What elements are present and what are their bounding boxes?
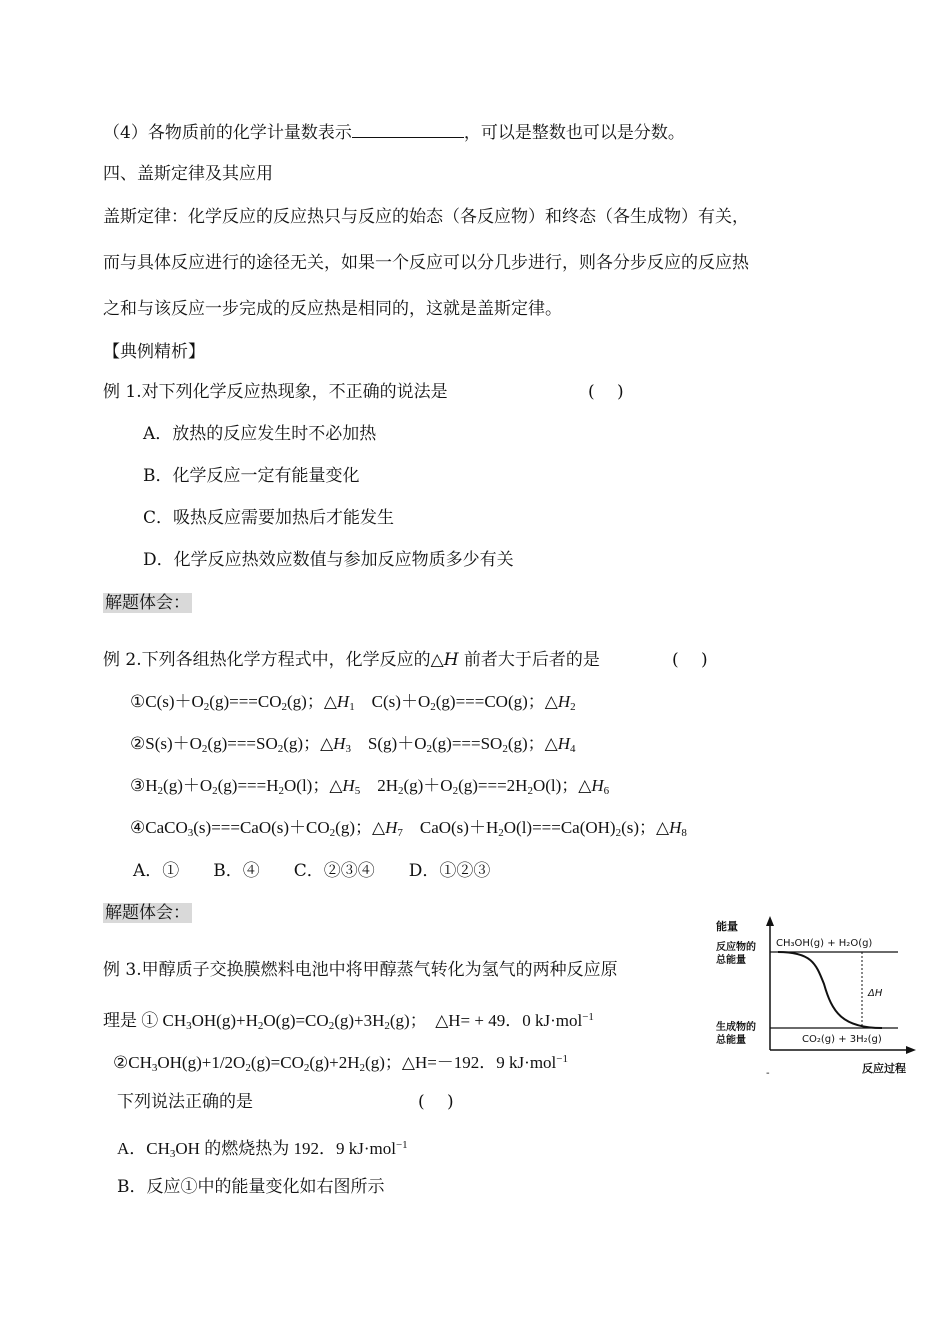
- answer-blank[interactable]: [352, 119, 464, 138]
- ex3-reaction-2: $②CH_3OH(g)+1/2O_2(g)=CO_2(g)+2H_2(g)$；△H=－192．9 kJ·mol$^{-1}$: [113, 1053, 568, 1074]
- energy-diagram: [712, 912, 922, 1082]
- ex1-answer-paren[interactable]: ( ): [588, 382, 624, 402]
- ex2-answer-choices[interactable]: A．① B．④ C．②③④ D．①②③: [133, 861, 491, 881]
- ex1-stem: [103, 380, 448, 404]
- ex2-stem-h: H: [443, 650, 459, 670]
- ex3-stem-line-2: 理是 ① $CH_3OH(g)+H_2O(g)=CO_2(g)+3H_2(g)$； △H= + 49．0 kJ·mol$^{-1}$: [103, 1011, 594, 1032]
- stray-mark: -: [766, 1068, 770, 1079]
- x-axis-arrow: [906, 1046, 916, 1054]
- x-axis-label: 反应过程: [862, 1062, 906, 1075]
- product-label-2: 总能量: [716, 1035, 746, 1046]
- item4-text-after: ，可以是整数也可以是分数。: [463, 123, 685, 143]
- product-formula: CO₂(g) + 3H₂(g): [802, 1034, 882, 1045]
- hess-law-line-3: 之和与该反应一步完成的反应热是相同的，这就是盖斯定律。: [103, 299, 562, 319]
- ex2-stem: [103, 648, 600, 672]
- ex2-stem-after: 前者大于后者的是: [458, 650, 600, 670]
- ex3-question: 下列说法正确的是: [117, 1092, 253, 1112]
- ex2-answer-paren[interactable]: ( ): [672, 650, 708, 670]
- energy-curve: [778, 952, 882, 1028]
- delta-h-label: ΔH: [868, 988, 883, 999]
- reactant-label-2: 总能量: [716, 955, 746, 966]
- ex3-answer-paren[interactable]: ( ): [418, 1092, 454, 1112]
- ex2-equation-1: $①C(s)+O_2(g)===CO_2(g)$；$\triangle H_1$ $C(s)+O_2(g)===CO(g)$；$\triangle H_2$: [130, 692, 576, 713]
- reactant-formula: CH₃OH(g) + H₂O(g): [776, 938, 873, 949]
- ex2-equation-2: $②S(s)+O_2(g)===SO_2(g)$；$\triangle H_3$ $S(g)+O_2(g)===SO_2(g)$；$\triangle H_4$: [130, 734, 576, 755]
- hess-law-line-2: 而与具体反应进行的途径无关，如果一个反应可以分几步进行，则各分步反应的反应热: [103, 253, 749, 273]
- ex1-reflection: [103, 591, 192, 615]
- ex2-stem-before: 例 2.下列各组热化学方程式中，化学反应的△: [103, 650, 444, 670]
- ex1-stem-text: 例 1.对下列化学反应热现象，不正确的说法是: [103, 382, 448, 402]
- ex1-option-c[interactable]: C．吸热反应需要加热后才能发生: [143, 508, 395, 528]
- ex3-stem-line-1: 例 3.甲醇质子交换膜燃料电池中将甲醇蒸气转化为氢气的两种反应原: [103, 960, 618, 980]
- product-label-1: 生成物的: [716, 1022, 756, 1033]
- ex3-stem-prefix: 理是 ①: [103, 1011, 159, 1030]
- ex2-reflection-label: 解题体会：: [105, 903, 190, 923]
- ex2-equation-4: $④CaCO_3(s)===CaO(s)+CO_2(g)$；$\triangle H_7$ $CaO(s)+H_2O(l)===Ca(OH)_2(s)$；$\triangle H_8$: [130, 818, 687, 839]
- ex2-equation-3: $③H_2(g)+O_2(g)===H_2O(l)$；$\triangle H_5$ $2H_2(g)+O_2(g)===2H_2O(l)$；$\triangle H_6$: [130, 776, 610, 797]
- examples-heading: 【典例精析】: [103, 342, 205, 362]
- ex1-option-a[interactable]: A．放热的反应发生时不必加热: [143, 424, 377, 444]
- hess-law-line-1: 盖斯定律：化学反应的反应热只与反应的始态（各反应物）和终态（各生成物）有关，: [103, 207, 749, 227]
- ex3-option-b[interactable]: B．反应①中的能量变化如右图所示: [117, 1177, 385, 1197]
- ex1-option-d[interactable]: D．化学反应热效应数值与参加反应物质多少有关: [143, 550, 514, 570]
- ex3-option-a[interactable]: A．$CH_3OH$ 的燃烧热为 192．9 kJ·mol$^{-1}$: [117, 1139, 408, 1160]
- ex1-reflection-label: 解题体会：: [105, 593, 190, 613]
- ex2-reflection: [103, 901, 192, 925]
- reactant-label-1: 反应物的: [716, 942, 756, 953]
- item4-line: [103, 119, 685, 145]
- ex1-option-b[interactable]: B．化学反应一定有能量变化: [143, 466, 360, 486]
- y-axis-arrow: [766, 916, 774, 926]
- section4-heading: 四、盖斯定律及其应用: [103, 164, 273, 184]
- item4-text-before: （4）各物质前的化学计量数表示: [103, 123, 352, 143]
- y-axis-label: 能量: [716, 920, 738, 933]
